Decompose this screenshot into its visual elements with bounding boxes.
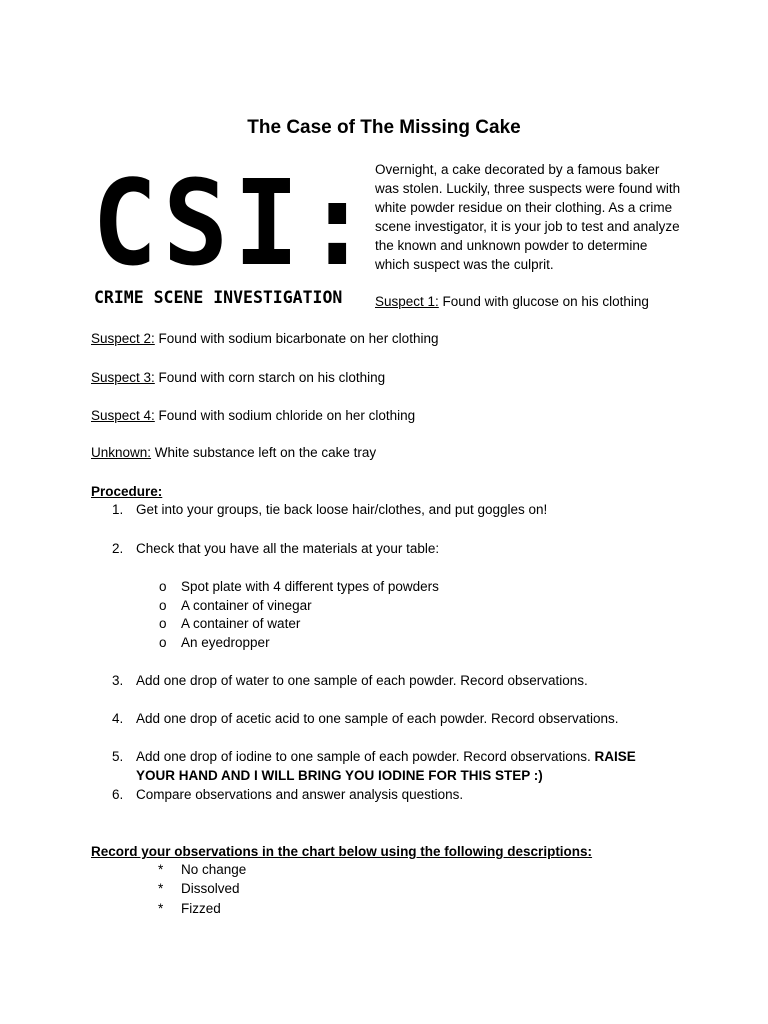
material-3-bullet: o [159, 616, 167, 631]
step-4-number: 4. [112, 711, 124, 726]
page-title: The Case of The Missing Cake [247, 117, 521, 138]
csi-logo [92, 154, 376, 312]
suspect-2 [91, 329, 438, 348]
step-5-raise: RAISE [594, 749, 636, 764]
record-item-2-mark: * [158, 881, 164, 896]
record-item-3-text: Fizzed [181, 901, 221, 916]
suspect-3-text: Found with corn starch on his clothing [154, 370, 386, 385]
suspect-4-text: Found with sodium chloride on her clothing [154, 408, 416, 423]
csi-logo-subtitle: CRIME SCENE INVESTIGATION [94, 288, 343, 307]
step-5-number: 5. [112, 749, 124, 764]
record-item-1-text: No change [181, 862, 247, 877]
material-4-text: An eyedropper [181, 635, 270, 650]
csi-logo-main: CSI: [92, 154, 376, 292]
step-3-number: 3. [112, 673, 124, 688]
suspect-3 [91, 368, 385, 387]
suspect-4-label: Suspect 4: [91, 408, 155, 423]
suspect-4 [91, 406, 415, 425]
material-1-bullet: o [159, 579, 167, 594]
suspect-1-label: Suspect 1: [375, 294, 439, 309]
unknown-sample [91, 443, 376, 462]
step-5-text [136, 747, 636, 766]
step-5-text-bold: YOUR HAND AND I WILL BRING YOU IODINE FOR THIS STEP :) [136, 768, 543, 783]
suspect-3-label: Suspect 3: [91, 370, 155, 385]
material-2-bullet: o [159, 598, 167, 613]
suspect-1-text: Found with glucose on his clothing [438, 294, 649, 309]
step-3-text: Add one drop of water to one sample of each powder. Record observations. [136, 673, 588, 688]
step-5-text-main: Add one drop of iodine to one sample of each powder. Record observations. [136, 749, 595, 764]
record-item-2-text: Dissolved [181, 881, 240, 896]
step-6-number: 6. [112, 787, 124, 802]
material-1-text: Spot plate with 4 different types of powders [181, 579, 439, 594]
step-2-number: 2. [112, 541, 124, 556]
material-4-bullet: o [159, 635, 167, 650]
intro-paragraph: Overnight, a cake decorated by a famous baker was stolen. Luckily, three suspects were found with white powder residue on their clothing. As a crime scene investigator, it is your job to test and analyze the known and unknown powder to determine which suspect was the culprit. [375, 162, 681, 272]
record-item-3-mark: * [158, 901, 164, 916]
unknown-text: White substance left on the cake tray [151, 445, 377, 460]
suspect-2-label: Suspect 2: [91, 331, 155, 346]
step-4-text: Add one drop of acetic acid to one sample of each powder. Record observations. [136, 711, 619, 726]
step-6-text: Compare observations and answer analysis questions. [136, 787, 464, 802]
procedure-heading: Procedure: [91, 484, 163, 499]
suspect-2-text: Found with sodium bicarbonate on her clothing [154, 331, 439, 346]
material-2-text: A container of vinegar [181, 598, 312, 613]
record-heading: Record your observations in the chart below using the following descriptions: [91, 844, 593, 859]
record-item-1-mark: * [158, 862, 164, 877]
material-3-text: A container of water [181, 616, 301, 631]
step-2-text: Check that you have all the materials at your table: [136, 541, 440, 556]
suspect-1 [375, 292, 649, 311]
step-1-number: 1. [112, 502, 124, 517]
unknown-label: Unknown: [91, 445, 152, 460]
step-1-text: Get into your groups, tie back loose hair/clothes, and put goggles on! [136, 502, 548, 517]
